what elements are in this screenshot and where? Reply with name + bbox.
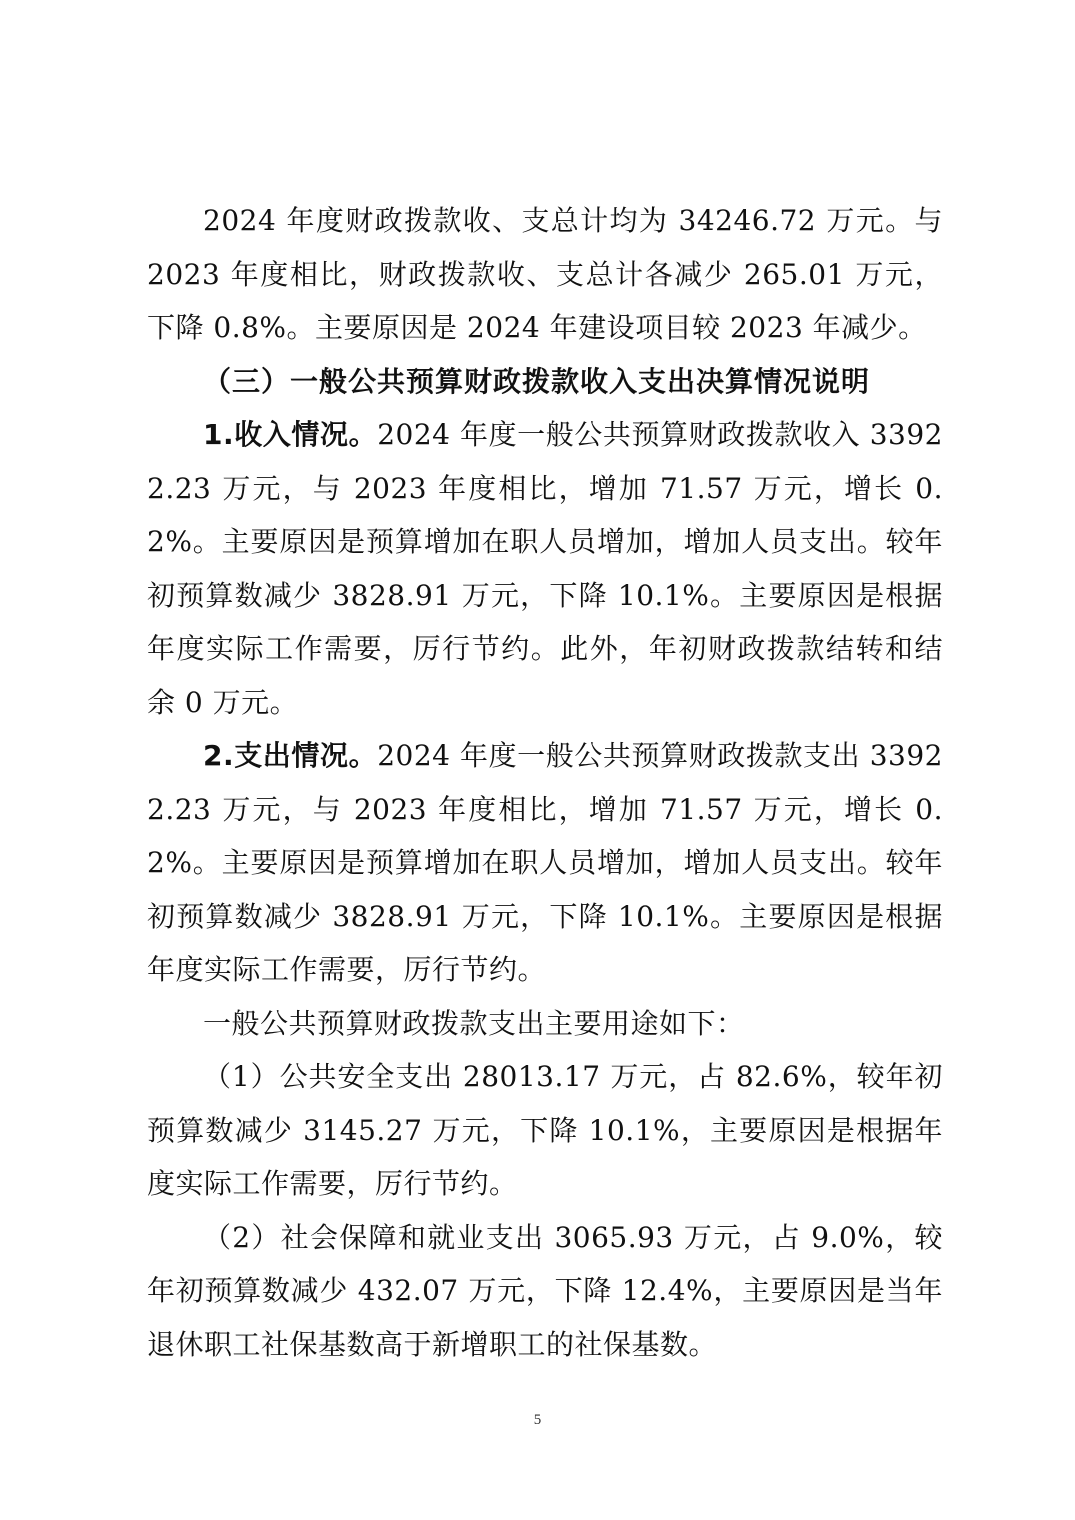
paragraph-use-social-security: （2）社会保障和就业支出 3065.93 万元，占 9.0%，较年初预算数减少 432.07 万元，下降 12.4%，主要原因是当年退休职工社保基数高于新增职工的社保基数。 [147, 1220, 943, 1361]
paragraph-income [147, 408, 943, 729]
income-lead: 1.收入情况。 [203, 418, 378, 451]
section-heading: （三）一般公共预算财政拨款收入支出决算情况说明 [203, 364, 871, 398]
paragraph-use-public-security: （1）公共安全支出 28013.17 万元，占 82.6%，较年初预算数减少 3145.27 万元，下降 10.1%，主要原因是根据年度实际工作需要，厉行节约。 [147, 1060, 943, 1200]
expenditure-lead: 2.支出情况。 [203, 739, 378, 772]
paragraph-expenditure [147, 729, 943, 997]
page-number: 5 [533, 1412, 542, 1428]
expenditure-text: 2024 年度一般公共预算财政拨款支出 33922.23 万元，与 2023 年度相比，增加 71.57 万元，增长 0.2%。主要原因是预算增加在职人员增加，增加人员支出。较年初预算数减少 3828.91 万元，下降 10.1%。主要原因是根据年度实际工作需要，厉行节约。 [147, 739, 943, 986]
income-text: 2024 年度一般公共预算财政拨款收入 33922.23 万元，与 2023 年度相比，增加 71.57 万元，增长 0.2%。主要原因是预算增加在职人员增加，增加人员支出。较年初预算数减少 3828.91 万元，下降 10.1%。主要原因是根据年度实际工作需要，厉行节约。此外，年初财政拨款结转和结余 0 万元。 [147, 418, 943, 719]
paragraph-uses-intro: 一般公共预算财政拨款支出主要用途如下： [203, 1006, 745, 1040]
paragraph-total-summary: 2024 年度财政拨款收、支总计均为 34246.72 万元。与 2023 年度相比，财政拨款收、支总计各减少 265.01 万元，下降 0.8%。主要原因是 2024 年建设项目较 2023 年减少。 [147, 204, 943, 344]
document-body [147, 194, 943, 1371]
